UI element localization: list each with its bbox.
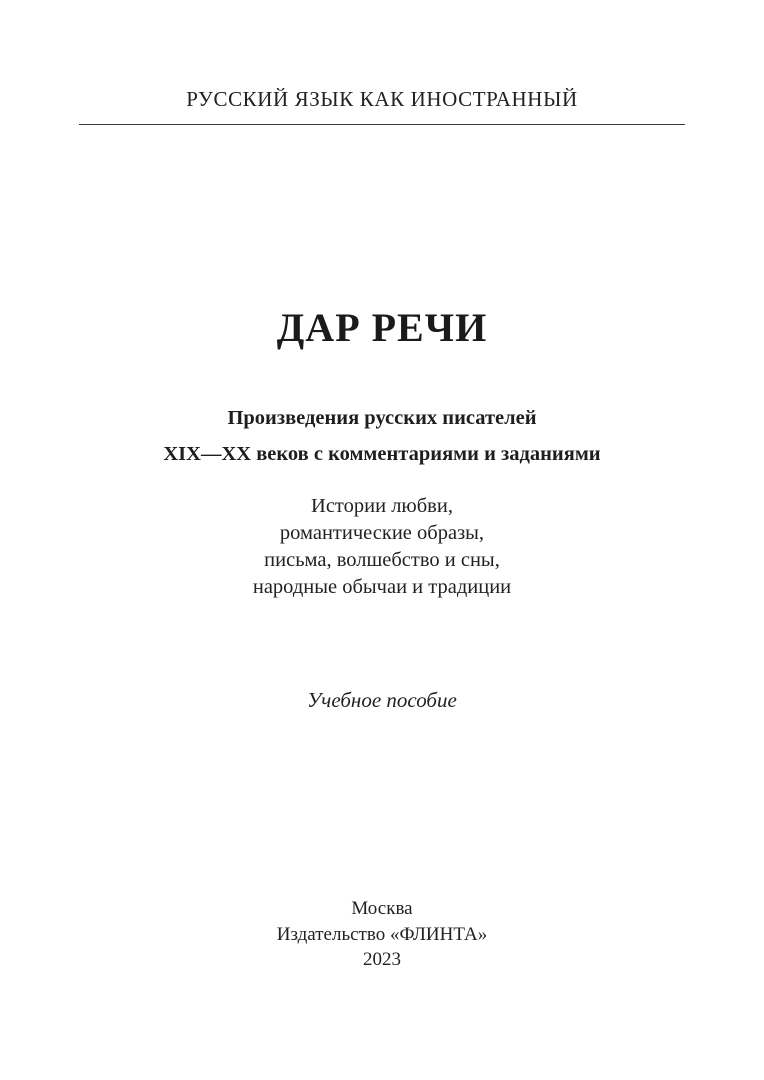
book-title: ДАР РЕЧИ [276, 305, 488, 350]
topic-line: Истории любви, [311, 495, 453, 517]
series-title: РУССКИЙ ЯЗЫК КАК ИНОСТРАННЫЙ [186, 87, 578, 111]
topic-line: народные обычаи и традиции [252, 576, 512, 598]
document-type: Учебное пособие [307, 688, 457, 712]
header-divider [79, 124, 685, 125]
publication-city: Москва [351, 898, 413, 919]
publisher-name: Издательство «ФЛИНТА» [276, 923, 488, 945]
subtitle-line: Произведения русских писателей [227, 407, 537, 429]
topics-list [0, 493, 764, 601]
topic-line: романтические образы, [279, 522, 485, 544]
book-subtitle [0, 400, 764, 472]
imprint [0, 896, 764, 973]
subtitle-line: XIX—XX веков с комментариями и заданиями [163, 443, 601, 465]
publication-year: 2023 [363, 949, 401, 970]
topic-line: письма, волшебство и сны, [264, 549, 500, 571]
